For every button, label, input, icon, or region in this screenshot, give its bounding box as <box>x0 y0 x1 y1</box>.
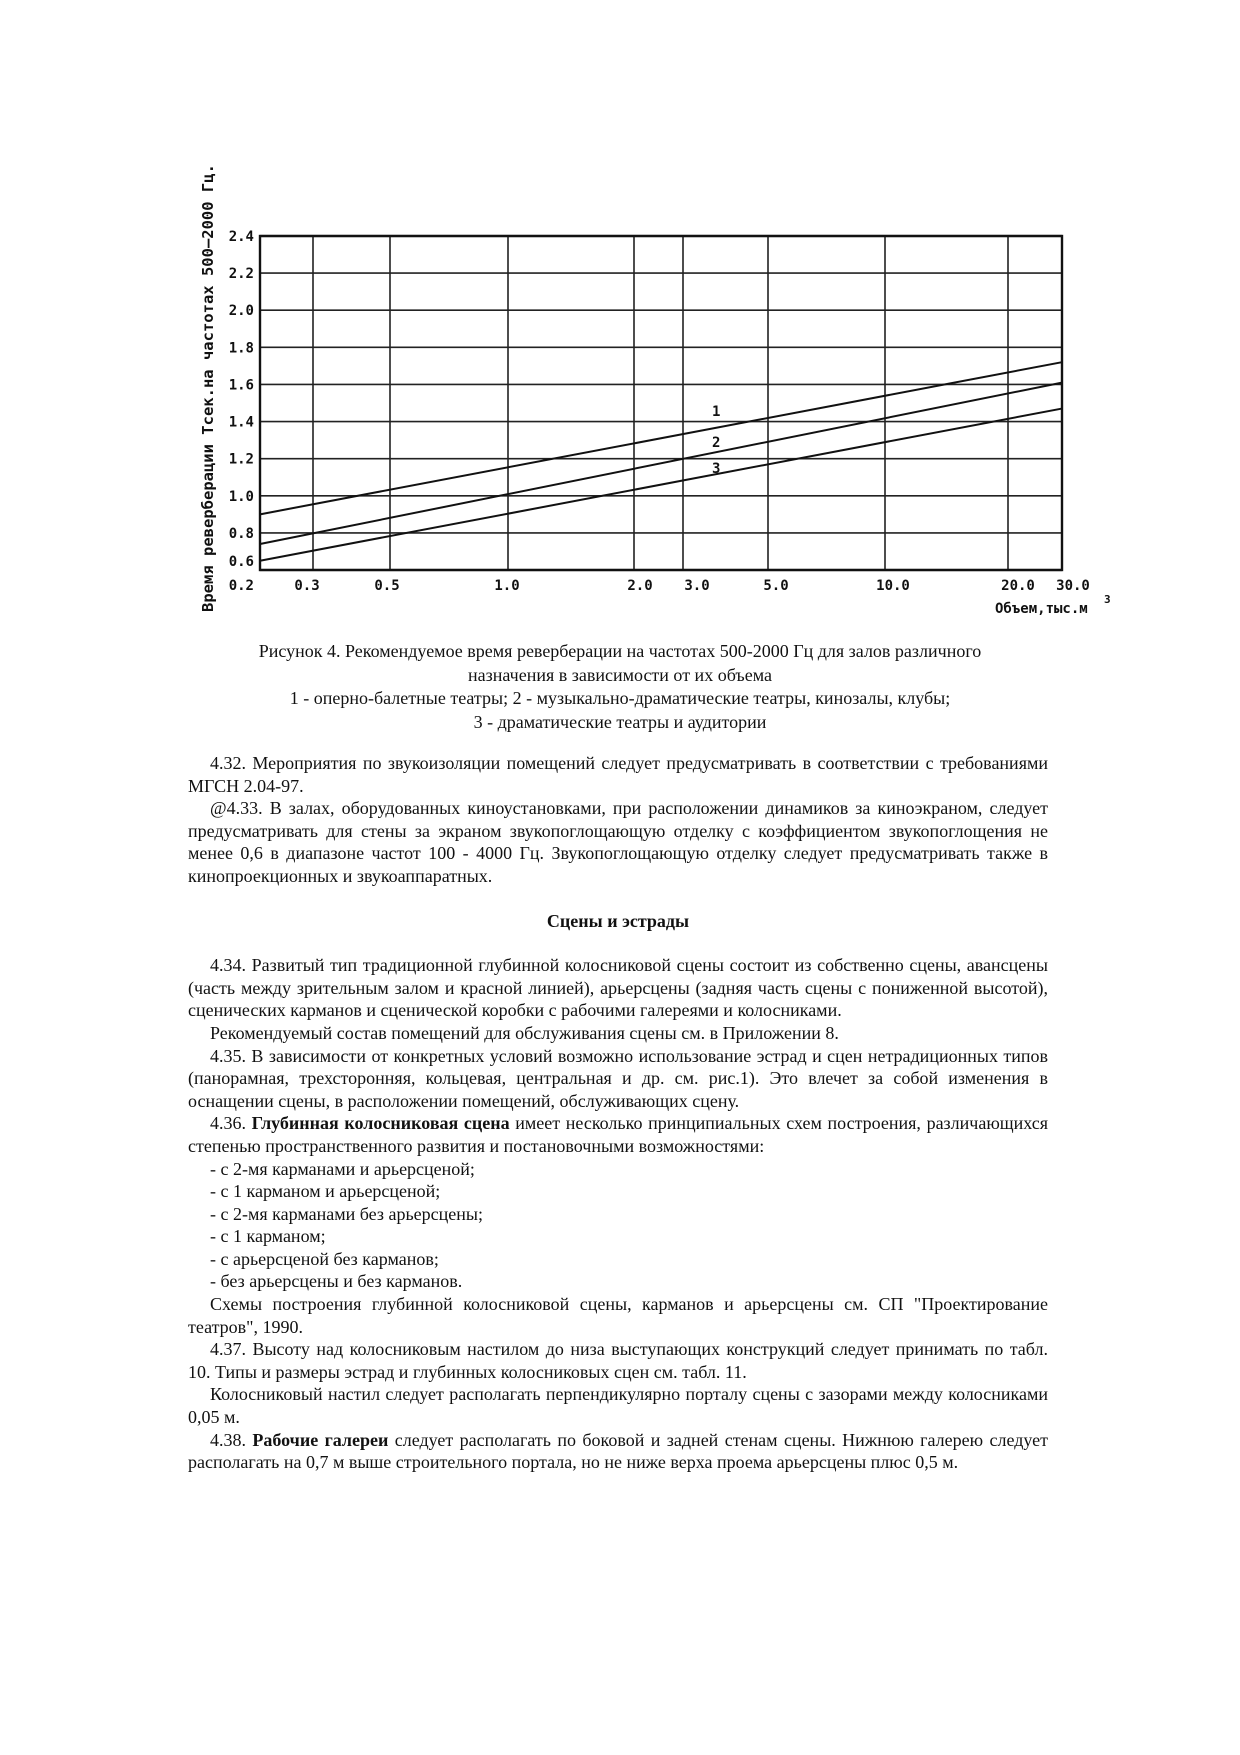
x-tick-labels <box>294 578 1090 594</box>
list-item: - с 2-мя карманами без арьерсцены; <box>210 1203 484 1224</box>
y-tick-label: 0.8 <box>228 525 254 542</box>
y-tick-label: 1.0 <box>228 488 254 505</box>
paragraph-4-36-note: Схемы построения глубинной колосниковой сцены, карманов и арьерсцены см. СП "Проектирование театров", 1990. <box>188 1294 1048 1337</box>
paragraph-text: имеет несколько принципиальных схем построения, различающихся степенью пространственного развития и постановочными возможностями: <box>188 1113 1049 1156</box>
reverberation-chart <box>0 0 1240 630</box>
paragraph-4-34: 4.34. Развитый тип традиционной глубинной колосниковой сцены состоит из собственно сцены, авансцены (часть между зрительным залом и красной линией), арьерсцены (задняя часть сцены с пониженной высотой), сценических карманов и сценической коробки с рабочими галереями и колосниками. <box>188 955 1048 1021</box>
list-item: - с арьерсценой без карманов; <box>210 1248 439 1269</box>
paragraph-4-34-note: Рекомендуемый состав помещений для обслуживания сцены см. в Приложении 8. <box>210 1022 839 1043</box>
x-tick-label: 20.0 <box>1001 578 1035 594</box>
y-tick-labels <box>229 229 254 594</box>
series-label-1: 1 <box>712 404 721 420</box>
caption-line: назначения в зависимости от их объема <box>468 664 772 685</box>
series-label-2: 2 <box>712 435 721 451</box>
x-tick-label-origin: 0.2 <box>228 578 254 594</box>
series-line-3 <box>260 409 1062 561</box>
y-axis-title: Время реверберации Тсек.на частотах 500–2000 Гц. <box>199 164 217 612</box>
list-item: - с 1 карманом и арьерсценой; <box>210 1181 441 1202</box>
y-tick-label: 0.6 <box>228 554 254 570</box>
x-axis-title-superscript: 3 <box>1104 593 1111 606</box>
y-tick-label: 1.6 <box>228 377 254 394</box>
series-line-2 <box>260 383 1062 544</box>
paragraph-4-35: 4.35. В зависимости от конкретных условий возможно использование эстрад и сцен нетрадиционных типов (панорамная, трехсторонняя, кольцевая, центральная и др. см. рис.1). Это влечет за собой изменения в оснащении сцены, в расположении помещений, обслуживающих сцену. <box>188 1045 1048 1111</box>
list-item: - без арьерсцены и без карманов. <box>210 1271 463 1292</box>
x-tick-label: 30.0 <box>1056 578 1090 594</box>
y-tick-label: 2.2 <box>228 266 254 283</box>
paragraph-4-32: 4.32. Мероприятия по звукоизоляции помещений следует предусматривать в соответствии с требованиями МГСН 2.04-97. <box>188 753 1048 796</box>
section-heading: Сцены и эстрады <box>546 910 690 931</box>
x-tick-label: 0.3 <box>294 578 320 594</box>
x-tick-label: 5.0 <box>763 578 789 594</box>
x-tick-label: 1.0 <box>494 578 520 594</box>
x-tick-label: 10.0 <box>876 578 910 594</box>
paragraph-number: 4.38. <box>210 1429 246 1450</box>
x-tick-label: 0.5 <box>374 578 400 594</box>
y-tick-label: 1.4 <box>228 414 254 431</box>
y-tick-label: 1.2 <box>228 451 254 468</box>
caption-line: 1 - оперно-балетные театры; 2 - музыкально-драматические театры, кинозалы, клубы; <box>289 688 951 708</box>
x-axis-title: Объем,тыс.м <box>995 601 1088 617</box>
caption-line: 3 - драматические театры и аудитории <box>473 711 767 732</box>
paragraph-4-37-note: Колосниковый настил следует располагать перпендикулярно порталу сцены с зазорами между колосниками 0,05 м. <box>188 1384 1048 1428</box>
paragraph-4-37: 4.37. Высоту над колосниковым настилом до низа выступающих конструкций следует принимать по табл. 10. Типы и размеры эстрад и глубинных колосниковых сцен см. табл. 11. <box>188 1339 1048 1382</box>
y-tick-label: 1.8 <box>228 340 254 357</box>
x-tick-label: 2.0 <box>627 578 653 594</box>
y-tick-label: 2.0 <box>228 303 254 320</box>
term-bold: Рабочие галереи <box>252 1429 389 1450</box>
term-bold: Глубинная колосниковая сцена <box>251 1113 510 1134</box>
chart-series <box>260 362 1062 561</box>
paragraph-text: следует располагать по боковой и задней стенам сцены. Нижнюю галерею следует располагать на 0,7 м выше строительного портала, но не ниже верха проема арьерсцены плюс 0,5 м. <box>188 1429 1048 1473</box>
document-body <box>188 752 1048 1474</box>
paragraph-4-36 <box>188 1112 1048 1157</box>
figure-caption <box>190 640 1050 734</box>
y-tick-label: 2.4 <box>228 229 254 245</box>
series-labels <box>712 404 720 477</box>
paragraph-4-33: @4.33. В залах, оборудованных киноустановками, при расположении динамиков за киноэкраном, следует предусматривать для стены за экраном звукопоглощающую отделку с коэффициентом звукопоглощения не менее 0,6 в диапазоне частот 100 - 4000 Гц. Звукопоглощающую отделку следует предусматривать также в кинопроекционных и звукоаппаратных. <box>188 798 1048 886</box>
x-tick-label: 3.0 <box>684 578 710 594</box>
series-label-3: 3 <box>712 461 721 477</box>
caption-line: Рисунок 4. Рекомендуемое время реверберации на частотах 500-2000 Гц для залов различного <box>258 641 982 661</box>
list-item: - с 1 карманом; <box>210 1226 326 1247</box>
paragraph-number: 4.36. <box>210 1113 246 1134</box>
paragraph-4-38 <box>188 1429 1048 1474</box>
list-item: - с 2-мя карманами и арьерсценой; <box>210 1158 475 1179</box>
